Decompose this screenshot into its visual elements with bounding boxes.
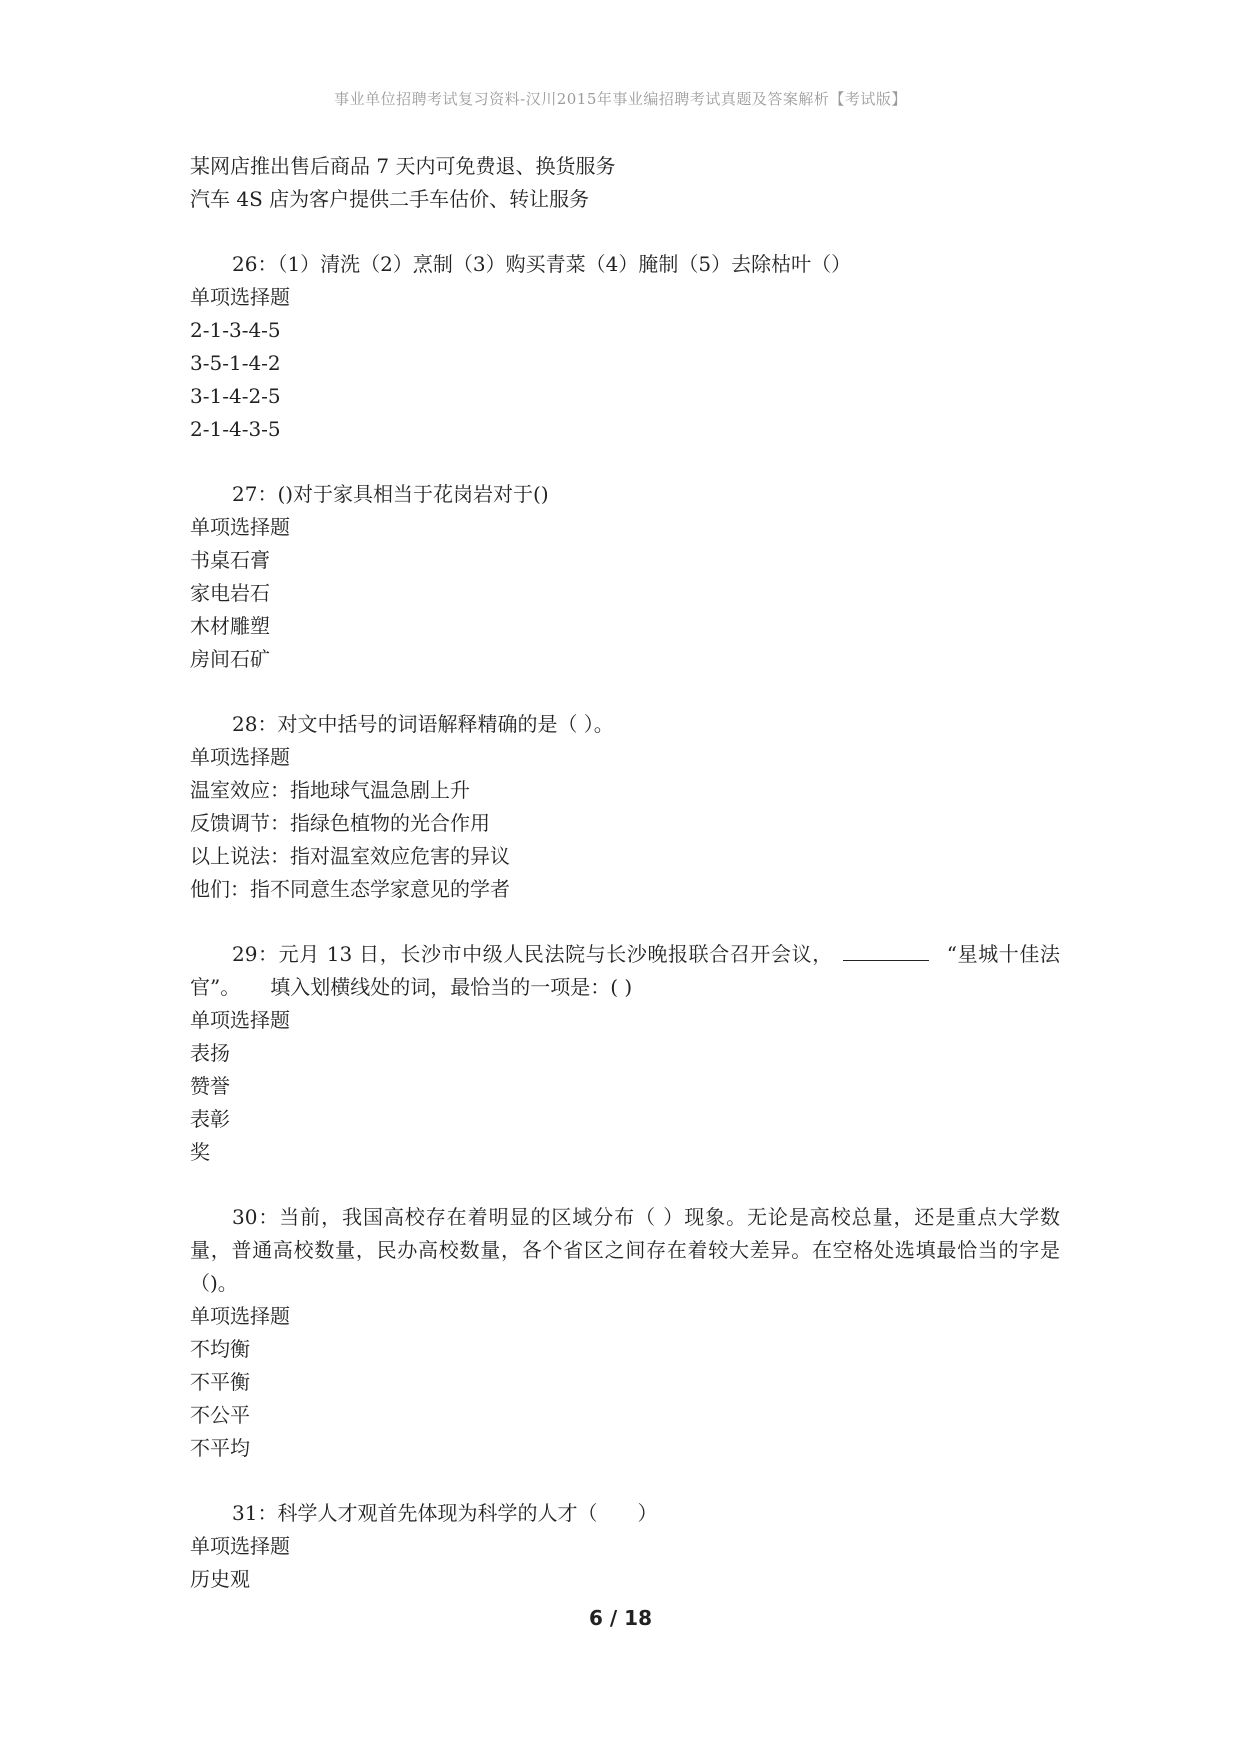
option-text: 他们：指不同意生态学家意见的学者	[190, 877, 510, 901]
question-text: 31：科学人才观首先体现为科学的人才（ ）	[232, 1501, 658, 1525]
page-header: 事业单位招聘考试复习资料-汉川2015年事业编招聘考试真题及答案解析【考试版】	[334, 90, 907, 108]
question-text-part: 29：元月 13 日，长沙市中级人民法院与长沙晚报联合召开会议，	[232, 942, 833, 966]
option-text: 房间石矿	[190, 647, 270, 671]
option-text: 不均衡	[190, 1337, 250, 1361]
option-text: 不平均	[190, 1436, 250, 1460]
option-text: 赞誉	[190, 1074, 230, 1098]
option-text: 2-1-4-3-5	[190, 417, 281, 441]
option-text: 表扬	[190, 1041, 230, 1065]
question-text	[190, 938, 1060, 1004]
option-text: 某网店推出售后商品 7 天内可免费退、换货服务	[190, 154, 616, 178]
option-text: 反馈调节：指绿色植物的光合作用	[190, 811, 490, 835]
question-text: 30：当前，我国高校存在着明显的区域分布（ ）现象。无论是高校总量，还是重点大学数量，普通高校数量，民办高校数量，各个省区之间存在着较大差异。在空格处选填最恰当的字是（)。	[190, 1205, 1060, 1295]
fill-blank-line	[843, 942, 929, 961]
question-text: 28：对文中括号的词语解释精确的是（ ）。	[232, 712, 614, 736]
option-text: 不公平	[190, 1403, 250, 1427]
question-text-part: “星城十佳法官”。 填入划横线处的词，最恰当的一项是：( )	[190, 942, 1060, 999]
option-text: 书桌石膏	[190, 548, 270, 572]
option-text: 不平衡	[190, 1370, 250, 1394]
option-text: 历史观	[190, 1567, 250, 1591]
option-text: 家电岩石	[190, 581, 270, 605]
option-text: 汽车 4S 店为客户提供二手车估价、转让服务	[190, 187, 590, 211]
option-text: 表彰	[190, 1107, 230, 1131]
question-text: 27：()对于家具相当于花岗岩对于()	[232, 482, 549, 506]
document-body	[190, 150, 1060, 1596]
question-type: 单项选择题	[190, 1534, 290, 1558]
question-text: 26：（1）清洗（2）烹制（3）购买青菜（4）腌制（5）去除枯叶（）	[232, 252, 852, 276]
question-type: 单项选择题	[190, 1008, 290, 1032]
option-text: 以上说法：指对温室效应危害的异议	[190, 844, 510, 868]
option-text: 3-1-4-2-5	[190, 384, 281, 408]
option-text: 2-1-3-4-5	[190, 318, 281, 342]
option-text: 奖	[190, 1140, 210, 1164]
question-type: 单项选择题	[190, 515, 290, 539]
page-number: 6 / 18	[589, 1606, 652, 1630]
option-text: 3-5-1-4-2	[190, 351, 281, 375]
question-type: 单项选择题	[190, 285, 290, 309]
question-type: 单项选择题	[190, 1304, 290, 1328]
question-type: 单项选择题	[190, 745, 290, 769]
option-text: 木材雕塑	[190, 614, 270, 638]
option-text: 温室效应：指地球气温急剧上升	[190, 778, 470, 802]
